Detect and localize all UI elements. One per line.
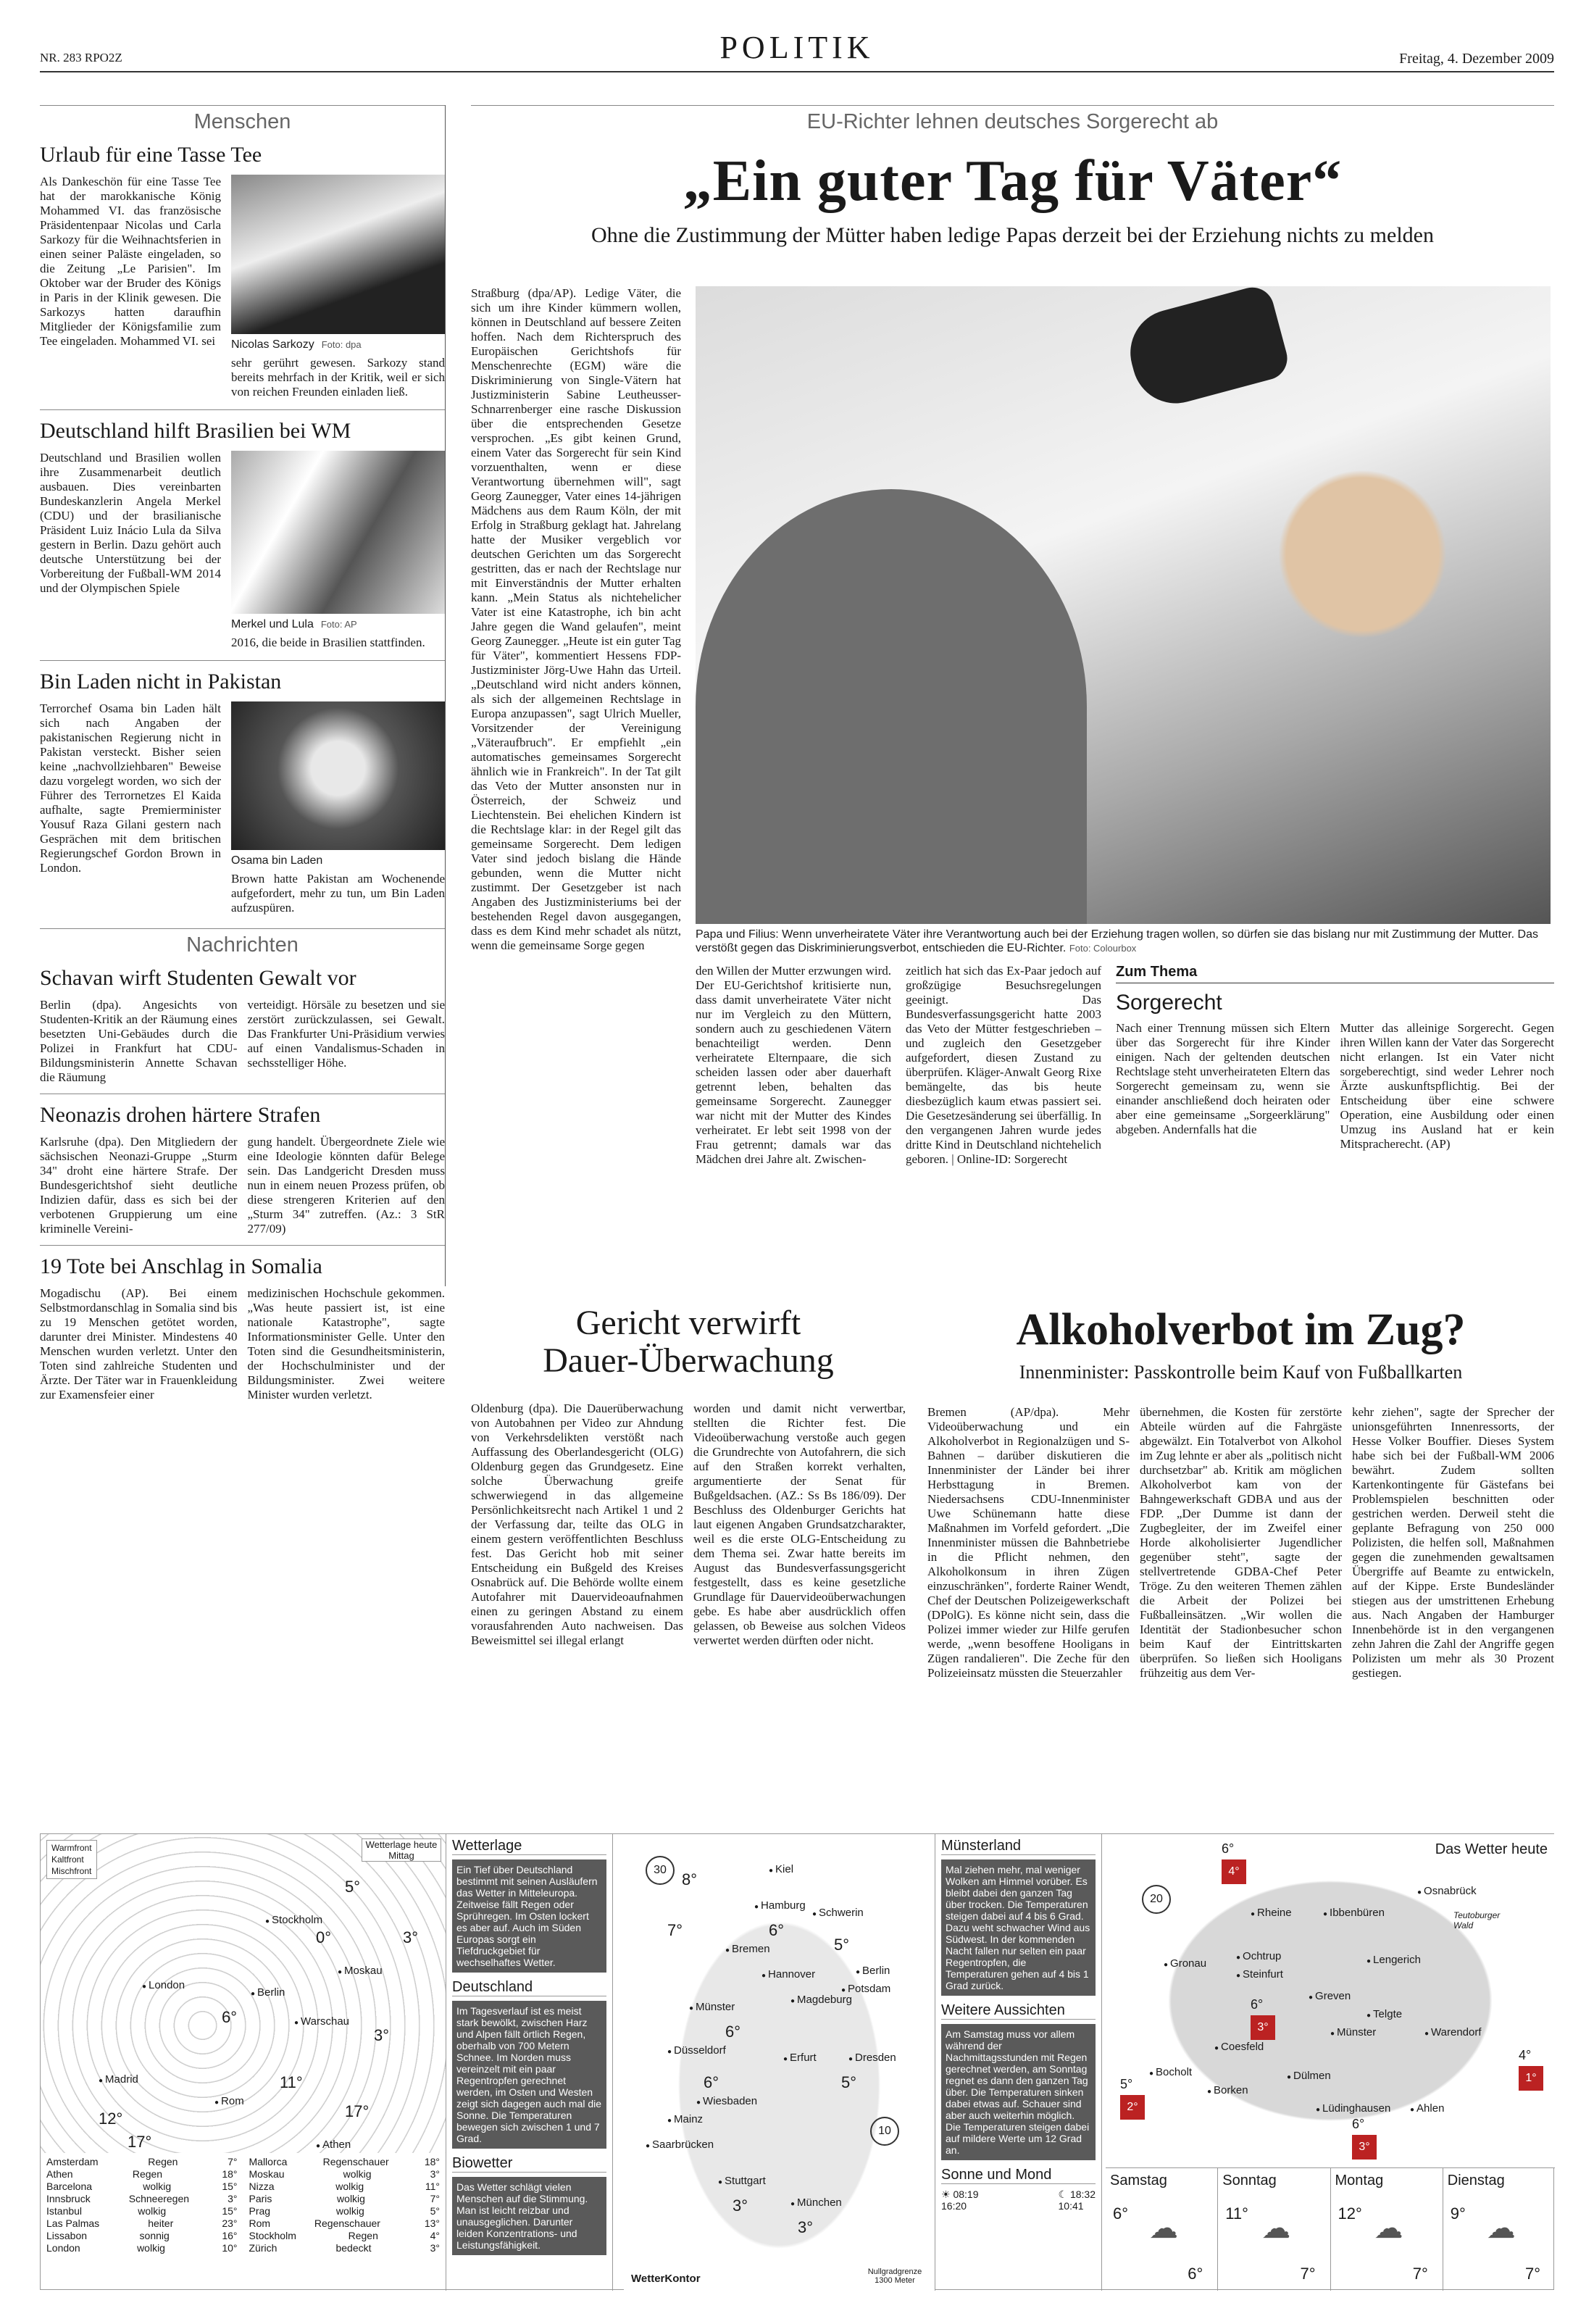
city-label: ● Gronau: [1164, 1957, 1206, 1970]
main-photo-caption: Papa und Filius: Wenn unverheiratete Väter ihre Verantwortung auch bei der Erziehung tragen wollen, so dürfen sie das bislang nur mit Zustimmung der Mutter. Das verstößt gegen das Diskriminierungsverbot, entschieden die EU-Richter. Foto: Colourbox: [696, 928, 1538, 954]
menschen-item-sarkozy: [40, 143, 445, 399]
city-label: ● Berlin: [856, 1965, 890, 1977]
city-label: ● Ibbenbüren: [1323, 1907, 1385, 1919]
article-headline: Bin Laden nicht in Pakistan: [40, 670, 282, 694]
city-weather-row: Barcelona wolkig 15°: [46, 2181, 238, 2192]
sonne-mond-title: Sonne und Mond: [941, 2169, 1096, 2184]
article-body-col1: Straßburg (dpa/AP). Ledige Väter, die sich um ihre Kinder kümmern wollen, können in Deutschland auf bessere Zeiten hoffen. Nach dem Richterspruch des Europäischen Gerichtshofs für Menschenrechte (EGM) wäre die Diskriminierung von Single-Vätern hat Justizministerin Sabine Leutheusser-Schnarrenberger eine rasche Diskussion über die entsprechenden Gesetze versprochen. „Es gibt keinen Grund, einem Vater das Sorgerecht für sein Kind vorzuenthalten, wenn er diese Verantwortung übernehmen will", sagt Georg Zaunegger, Vater eines 14-jährigen Mädchens aus dem Raum Köln, der mit Erfolg in Straßburg geklagt hat. Jahrelang hatte der Musiker vergeblich vor deutschen Gerichten um das Sorgerecht gestritten, das er nach der Rechtslage nur mit Einverständnis der Mutter erhalten kann. „Mein Status als nichtehelicher Vater ist eine Katastrophe, ich bin acht Jahre gegen die Wand gelaufen", meint Georg Zaunegger. „Heute ist ein guter Tag für Väter", kommentiert Hessens FDP-Justizminister Jörg-Uwe Hahn das Urteil. „Deutschland wird nicht anders können, als sich der allgemeinen Rechtslage in Europa anzupassen", sagt Ulrich Mueller, Vorsitzender der Vereinigung „Väteraufbruch". Er empfiehlt „ein automatisches gemeinsames Sorgerecht ähnlich wie in Frankreich". In der Tat gilt das Veto der Mutter ansonsten nur in Österreich, der Schweiz und Liechtenstein. Bei ehelichen Kindern ist die Rechtslage klar: in der Regel gilt das gemeinsame Sorgerecht. Dem ledigen Vater sind jedoch bislang die Hände gebunden, wenn die Mutter nicht zustimmt. Der Gesetzgeber ist nach Angaben des Justizministeriums bei der bestehenden Regel davon ausgegangen, dass es dem Kind mehr schadet als nützt, wenn die gemeinsame Sorge gegen: [471, 286, 681, 952]
section-title: POLITIK: [719, 30, 875, 65]
article-body-continued: sehr gerührt gewesen. Sarkozy stand bereits mehrfach in der Kritik, weil er sich von reichen Freunden einladen ließ.: [231, 356, 445, 399]
temp-label: 6°: [704, 2073, 719, 2091]
issue-number: NR. 283 RPO2Z: [40, 51, 122, 64]
article-body-continued: übernehmen, die Kosten für zerstörte Abteile würden auf die Fahrgäste abgewälzt. Ein Totalverbot von Alkohol im Zug lehnte er aber als „politisch nicht durchsetzbar" ab. Kritik am möglichen Alkoholverbot kam von der Bahngewerkschaft GDBA und aus der FDP. „Der Dumme ist dann der Zugbegleiter, der im Zweifel einer Horde alkoholisierter Jugendlicher gegenüber steht", sagte der stellvertretende GDBA-Chef Peter Tröge. Zu den weiteren Themen zählen die Arbeit der Polizei bei Fußballeinsätzen. „Wir wollen die Identität der Stadionbesucher schon beim Kauf der Eintrittskarten überprüfen. So ließen sich Hooligans frühzeitig aus dem Ver-: [1140, 1405, 1342, 1680]
city-label: ● Borken: [1207, 2084, 1248, 2096]
city-label: ● Erfurt: [783, 2052, 817, 2064]
weather-section: [40, 1833, 1554, 2290]
sun-moon-times: ☀ 08:19 16:20 ☾ 18:32 10:41: [941, 2188, 1096, 2212]
city-label: ● Rom: [214, 2095, 244, 2107]
local-weather-map: [1106, 1834, 1555, 2167]
info-box-label: Zum Thema: [1116, 964, 1554, 983]
temp-label: 6°: [222, 2008, 238, 2026]
city-label: ● Stuttgart: [718, 2175, 766, 2187]
city-label: ● Telgte: [1366, 2008, 1402, 2020]
city-weather-row: London wolkig 10°: [46, 2242, 238, 2254]
city-label: ● Coesfeld: [1214, 2041, 1264, 2053]
wind-icon: 30: [646, 1856, 675, 1885]
city-label: ● Wiesbaden: [696, 2095, 757, 2107]
temp-label: 3°: [733, 2196, 748, 2215]
city-weather-row: Paris wolkig 7°: [249, 2193, 440, 2204]
city-label: ● Greven: [1309, 1990, 1351, 2002]
photo-towel: [696, 489, 1087, 924]
city-label: ● Lengerich: [1366, 1954, 1421, 1966]
city-weather-row: Zürich bedeckt 3°: [249, 2242, 440, 2254]
muensterland-title: Münsterland: [941, 1840, 1096, 1855]
info-box-sorgerecht: [1116, 964, 1554, 1151]
wind-icon: 10: [870, 2117, 899, 2146]
map-label: Wetterlage heute Mittag: [362, 1838, 441, 1862]
city-weather-row: Amsterdam Regen 7°: [46, 2156, 238, 2167]
city-label: ● Münster: [1330, 2026, 1376, 2038]
article-body-col2: den Willen der Mutter erzwungen wird. Der EU-Gerichtshof kritisierte nun, dass damit unverheiratete Väter nicht nur im Vergleich zu den Müttern, sondern auch zu geschiedenen Vätern benachteiligt werden. Denn verheiratete Elternpaare, die sich scheiden lassen oder aber dauerhaft getrennt leben, behalten das gemeinsame Sorgerecht. Zaunegger war nicht mit der Mutter des Kindes verheiratet. Er lebt seit 1998 von der Frau getrennt; damals war das Mädchen drei Jahre alt. Zwischen-: [696, 964, 891, 1166]
news-item-schavan: [40, 966, 445, 1085]
article-body-continued: verteidigt. Hörsäle zu besetzen und sie zerstört zurückzulassen, sei Gewalt. Das Frankfurter Uni-Präsidium verwies auf einen Vandalismus-Schaden in sechsstelliger Höhe.: [247, 998, 445, 1070]
snow-line: Nullgradgrenze 1300 Meter: [867, 2267, 922, 2285]
city-label: ● Ochtrup: [1236, 1950, 1281, 1962]
weather-text-column: [446, 1834, 613, 2291]
temp-label: 3°: [798, 2218, 814, 2236]
forecast-day: Montag 12° ☁ 7°: [1331, 2168, 1443, 2291]
wetterlage-title: Wetterlage: [452, 1840, 606, 1855]
masthead: [40, 29, 1554, 72]
moon-icon: ☾: [1058, 2188, 1068, 2200]
city-label: ● Ahlen: [1410, 2102, 1444, 2115]
article-body-continued: gung handelt. Übergeordnete Ziele wie eine Ideologie könnten dafür Belege sein. Das Landgericht Dresden muss nun in einem neuen Prozess prüfen, ob diese strengeren Kriterien auf den „Sturm 34" zutreffen. (Az.: 3 StR 277/09): [247, 1135, 445, 1236]
city-label: ● Moskau: [338, 1965, 383, 1977]
forecast-day: Dienstag 9° ☁ 7°: [1447, 2173, 1540, 2283]
article-headline-line1: Gericht verwirft: [575, 1304, 801, 1342]
city-weather-row: Nizza wolkig 11°: [249, 2181, 440, 2192]
city-label: ● Mainz: [667, 2113, 703, 2125]
photo-caption: Nicolas Sarkozy Foto: dpa: [231, 338, 362, 351]
city-label: ● Athen: [316, 2138, 351, 2151]
temp-label: 6°: [725, 2023, 741, 2041]
article-gericht: [471, 1304, 906, 1648]
temp-label: 6°: [1352, 2117, 1365, 2131]
city-label: ● Hannover: [761, 1968, 815, 1981]
city-weather-row: Rom Regenschauer 13°: [249, 2217, 440, 2229]
city-weather-row: Moskau wolkig 3°: [249, 2168, 440, 2180]
city-label: ● Düsseldorf: [667, 2044, 726, 2057]
temp-label: 5°: [345, 1878, 361, 1896]
europe-city-table: [41, 2153, 446, 2291]
city-label: ● München: [790, 2196, 842, 2209]
article-headline: Alkoholverbot im Zug?: [1016, 1305, 1466, 1354]
article-body: Bremen (AP/dpa). Mehr Videoüberwachung und ein Alkoholverbot in Regionalzügen und S-Bahnen – darüber diskutieren die Innenminister der Länder bei ihrer Herbsttagung in Bremen. Niedersachsens CDU-Innenminister Uwe Schünemann hatte diese Maßnahmen im Vorfeld gefordert. „Die Innenminister müssen die Bahnbetriebe in die Pflicht nehmen, den Alkoholkonsum in ihren Zügen einzuschränken", forderte Rainer Wendt, Chef der Deutschen Polizeigewerkschaft (DPolG). Es könne nicht sein, dass die Polizei immer wieder zur Hilfe gerufen werde, „wenn besoffene Hooligans in Zügen randalieren". Die Zeche für den Polizeieinsatz müssten die Steuerzahler: [927, 1405, 1130, 1680]
article-body: Oldenburg (dpa). Die Dauerüberwachung von Autobahnen per Video zur Ahndung von Verkehrsdelikten verstößt nach Auffassung des Oberlandesgericht (OLG) Oldenburg gegen das Grundgesetz. Eine solche Überwachung greife schwerwiegend in das allgemeine Persönlichkeitsrecht nach Artikel 1 und 2 der Verfassung dar, teilte das OLG in einem gestern veröffentlichten Beschluss fest. Das Gericht hob mit seiner Entscheidung ein Bußgeld des Kreises Osnabrück auf. Die Behörde wollte einem Autofahrer mit Dauervideoaufnahmen einen zu geringen Abstand zu einem vorausfahrenden Auto nachweisen. Das Beweismittel sei illegal erlangt: [471, 1402, 683, 1647]
biowetter-title: Biowetter: [452, 2157, 606, 2173]
news-item-somalia: [40, 1245, 445, 1402]
city-label: ● Hamburg: [754, 1899, 806, 1912]
temp-label: 3°: [374, 2026, 390, 2044]
article-subhead: Ohne die Zustimmung der Mütter haben ledige Papas derzeit bei der Erziehung nichts zu melden: [591, 223, 1434, 247]
city-table-right: [243, 2153, 446, 2291]
city-label: ● Rheine: [1251, 1907, 1292, 1919]
article-headline: Deutschland hilft Brasilien bei WM: [40, 419, 351, 443]
city-label: ● Steinfurt: [1236, 1968, 1283, 1981]
city-weather-row: Innsbruck Schneeregen 3°: [46, 2193, 238, 2204]
main-article: [471, 105, 1554, 1286]
regional-text-column: [935, 1834, 1102, 2291]
forecast-day: Samstag 6° ☁ 6°: [1106, 2168, 1218, 2291]
temp-label: 6°: [1251, 1997, 1264, 2012]
temp-box: 1°: [1519, 2066, 1543, 2091]
article-headline: Schavan wirft Studenten Gewalt vor: [40, 966, 356, 990]
city-weather-row: Mallorca Regenschauer 18°: [249, 2156, 440, 2167]
deutschland-text: Im Tagesverlauf ist es meist stark bewölkt, zwischen Harz und Alpen fällt örtlich Regen, oberhalb von 700 Metern Schnee. Im Norden muss vereinzelt mit ein paar Regentropfen gerechnet werden, im Osten und Westen zeigt sich dagegen auch mal die Sonne. Die Temperaturen bewegen sich zwischen 1 und 7 Grad.: [452, 2001, 606, 2149]
city-label: ● Schwerin: [812, 1907, 864, 1919]
city-label: ● Bremen: [725, 1943, 770, 1955]
info-box-title: Sorgerecht: [1116, 991, 1222, 1015]
city-label: ● London: [142, 1979, 185, 1991]
city-weather-row: Lissabon sonnig 16°: [46, 2230, 238, 2241]
photo-merkel-lula: [231, 451, 445, 614]
brand-logo: WetterKontor: [631, 2273, 701, 2285]
wind-icon: 20: [1142, 1885, 1171, 1914]
temp-label: 6°: [1222, 1841, 1235, 1856]
europe-weather-map: [41, 1834, 446, 2153]
wetterlage-text: Ein Tief über Deutschland bestimmt mit seinen Ausläufern das Wetter in Mitteleuropa. Zeitweise fällt Regen oder Sprühregen. Im Osten lockert es aber auf. Auch im Süden Europas sorgt ein Tiefdruckgebiet für wechselhaftes Wetter.: [452, 1859, 606, 1973]
city-label: ● Warschau: [294, 2015, 349, 2028]
city-table-left: [41, 2153, 243, 2291]
city-label: ● Berlin: [251, 1986, 285, 1999]
city-weather-row: Stockholm Regen 4°: [249, 2230, 440, 2241]
city-label: ● Lüdinghausen: [1316, 2102, 1390, 2115]
temp-label: 6°: [769, 1921, 785, 1939]
germany-weather-map: [624, 1834, 935, 2291]
menschen-section-heading: Menschen: [40, 105, 445, 134]
city-label: ● Saarbrücken: [646, 2138, 714, 2151]
rain-cloud-icon: ☁: [1149, 2212, 1178, 2244]
temp-label: 3°: [403, 1928, 419, 1946]
aussichten-text: Am Samstag muss vor allem während der Nachmittagsstunden mit Regen gerechnet werden, am Sonntag regnet es dann den ganzen Tag über. Die Temperaturen sinken dabei etwas auf. Schauer sind aber auch weiterhin möglich. Die Temperaturen steigen dabei auf mildere Werte um 12 Grad an.: [941, 2024, 1096, 2160]
front-legend: Warmfront Kaltfront Mischfront: [46, 1840, 97, 1879]
temp-box: 2°: [1120, 2095, 1145, 2120]
menschen-item-brasilien: [40, 409, 445, 650]
temp-label: 0°: [316, 1928, 332, 1946]
forecast-strip: [1106, 2167, 1555, 2291]
article-headline: 19 Tote bei Anschlag in Somalia: [40, 1254, 322, 1278]
article-headline: Urlaub für eine Tasse Tee: [40, 143, 262, 167]
article-body: Deutschland und Brasilien wollen ihre Zusammenarbeit deutlich ausbauen. Dies vereinbarten Bundeskanzlerin Angela Merkel (CDU) und der brasilianische Präsident Luiz Inácio Lula da Silva gestern in Berlin. Dazu gehört auch deutsche Unterstützung bei der Vorbereitung der Fußball-WM 2014 und der Olympischen Spiele: [40, 451, 221, 595]
temp-label: 5°: [834, 1936, 850, 1954]
article-headline-line2: Dauer-Überwachung: [543, 1341, 834, 1380]
photo-caption: Merkel und Lula Foto: AP: [231, 618, 357, 630]
menschen-item-binladen: [40, 660, 445, 915]
article-subhead: Innenminister: Passkontrolle beim Kauf von Fußballkarten: [1019, 1362, 1463, 1383]
city-label: ● Osnabrück: [1417, 1885, 1477, 1897]
news-item-neonazis: [40, 1094, 445, 1236]
rain-cloud-icon: ☁: [1374, 2212, 1403, 2244]
temp-box: 3°: [1251, 2015, 1275, 2040]
article-body-continued: 2016, die beide in Brasilien stattfinden.: [231, 636, 425, 649]
city-label: ● Stockholm: [265, 1914, 322, 1926]
info-box-body: Nach einer Trennung müssen sich Eltern über das Sorgerecht für ihre Kinder einigen. Nach der geltenden deutschen Rechtslage steht unverheirateten Eltern das Sorgerecht gemeinsam zu, wenn sie einander anschließend doch heiraten oder aber eine gemeinsame „Sorgeerklärung" abgeben. Andernfalls hat die: [1116, 1021, 1330, 1136]
forecast-day: Sonntag 11° ☁ 7°: [1218, 2168, 1330, 2291]
city-label: ● Warendorf: [1424, 2026, 1482, 2038]
temp-label: 8°: [682, 1870, 698, 1888]
info-box-body-continued: Mutter das alleinige Sorgerecht. Gegen ihren Willen kann der Vater das Sorgerecht nicht erlangen. Ist ein Vater nicht sorgeberechtigt, sind weder Lehrer noch Ärzte auskunftspflichtig. Bei der Entscheidung über eine schwere Operation, eine Ausbildung oder einen Umzug ins Ausland hat er kein Mitspracherecht. (AP): [1340, 1021, 1554, 1151]
city-weather-row: Athen Regen 18°: [46, 2168, 238, 2180]
article-body: Terrorchef Osama bin Laden hält sich nach Angaben der pakistanischen Regierung nicht in Pakistan versteckt. Bisher seien keine „nachvollziehbaren" Beweise dazu vorgelegt worden, wo sich der Führer des Terrornetzes El Kaida aufhalte, sagte Premierminister Yousuf Raza Gilani gestern nach Gesprächen mit dem britischen Regierungschef Gordon Brown in London.: [40, 701, 221, 875]
article-body-continued: worden und damit nicht verwertbar, stellten die Richter fest. Die Videoüberwachung verstoße auch gegen die Grundrechte von Autofahrern, die sich auf den Straßen korrekt verhalten, argumentierte der Senat für Bußgeldsachen. (AZ.: Ss Bs 186/09). Der Beschluss des Oldenburger Gerichts hat laut eigenen Angaben Grundsatzcharakter, weil es die erste OLG-Entscheidung zu dem Thema sei. Zwar hatte bereits im August das Bundesverfassungsgericht festgestellt, dass es keine gesetzliche Grundlage für Dauervideoüberwachungen gebe. Es habe aber ausdrücklich offen gelassen, ob Beweise aus solchen Videos verwertet werden dürften oder nicht.: [693, 1402, 906, 1647]
city-label: ● Bocholt: [1149, 2066, 1192, 2078]
muensterland-text: Mal ziehen mehr, mal weniger Wolken am Himmel vorüber. Es bleibt dabei den ganzen Tag über trocken. Die Temperaturen steigen dabei auf 4 bis 6 Grad. Dazu weht schwacher Wind aus Südwest. In der kommenden Nacht fallen nur selten ein paar Regentropfen, die Temperaturen gehen auf 4 bis 1 Grad zurück.: [941, 1859, 1096, 1996]
city-weather-row: Las Palmas heiter 23°: [46, 2217, 238, 2229]
deutschland-title: Deutschland: [452, 1981, 606, 1996]
temp-label: 12°: [99, 2109, 123, 2128]
article-body-continued: Brown hatte Pakistan am Wochenende aufgefordert, mehr zu tun, um Bin Laden aufzuspüren.: [231, 872, 445, 915]
hair-dryer-icon: [1121, 283, 1292, 413]
photo-caption: Osama bin Laden: [231, 854, 323, 867]
article-body-col3: zeitlich hat sich das Ex-Paar jedoch auf großzügige Besuchsregelungen geeinigt. Das Bundesverfassungsgericht hatte 2003 das Veto der Mütter festgeschrieben – und zugleich den Gesetzgeber aufgefordert, diesen Zustand zu überprüfen. Kläger-Anwalt Georg Rixe bemängelte, das bis heute diesbezüglich kaum etwas passiert sei. Die Gesetzesänderung sei überfällig. In den vergangenen Jahren wurde jedes dritte Kind in Deutschland nichtehelich geboren. | Online-ID: Sorgerecht: [906, 964, 1101, 1166]
temp-label: 5°: [841, 2073, 857, 2091]
article-body: Berlin (dpa). Angesichts von Studenten-Kritik an der Räumung eines besetzten Uni-Gebäudes durch die Polizei in Frankfurt hat CDU-Bildungsministerin Annette Schavan die Räumung: [40, 998, 238, 1084]
left-column: [40, 105, 446, 1402]
region-label: Teutoburger Wald: [1453, 1910, 1501, 1931]
temp-label: 4°: [1519, 2048, 1532, 2062]
city-label: ● Magdeburg: [790, 1994, 852, 2006]
city-weather-row: Prag wolkig 5°: [249, 2205, 440, 2217]
city-label: ● Dülmen: [1287, 2070, 1331, 2082]
temp-label: 17°: [345, 2102, 370, 2120]
article-headline: „Ein guter Tag für Väter“: [683, 149, 1343, 213]
article-alkoholverbot: [927, 1304, 1554, 1680]
temp-label: 11°: [280, 2073, 303, 2091]
article-body: Mogadischu (AP). Bei einem Selbstmordanschlag in Somalia sind bis zu 19 Menschen getötet worden, darunter drei Minister. Mindestens 40 Menschen wurden verletzt. Unter den Toten sind zahlreiche Studenten und Ärzte. Der Täter war in Frauenkleidung zur Examensfeier einer: [40, 1286, 238, 1402]
issue-date: Freitag, 4. Dezember 2009: [1399, 51, 1554, 67]
article-body-continued-2: kehr ziehen", sagte der Sprecher der unionsgeführten Innenressorts, der Hesse Volker Bouffier. Dieses System habe sich bei der Fußball-WM 2006 bewährt. Zudem sollten Kartenkontingente für Gästefans bei Problemspielen beschnitten oder gestrichen werden. Derweil steht die geplante Befragung von 250 000 Polizisten, die helfen soll, Maßnahmen gegen die zunehmenden gewaltsamen Übergriffe auf Beamte zu entwickeln, auf der Kippe. Erste Bundesländer stiegen aus der umstrittenen Erhebung aus. Nach Angaben der Hamburger Innenbehörde ist in den vergangenen zehn Jahren die Zahl der Angriffe gegen Polizisten um mehr als 30 Prozent gestiegen.: [1352, 1405, 1554, 1680]
rain-cloud-icon: ☁: [1486, 2212, 1516, 2244]
local-map-title: Das Wetter heute: [1435, 1841, 1548, 1857]
city-label: ● Dresden: [848, 2052, 896, 2064]
article-headline: Neonazis drohen härtere Strafen: [40, 1103, 321, 1127]
main-photo-father-son: [696, 286, 1551, 924]
temp-box: 4°: [1222, 1859, 1246, 1884]
photo-sarkozy: [231, 175, 445, 334]
article-body-continued: medizinischen Hochschule gekommen. „Was heute passiert ist, ist eine nationale Katastrophe", sagte Informationsminister Gelle. Unter den Toten sind die Gesundheitsministerin, der Hochschulminister und der Bildungsminister. Zwei weitere Minister wurden verletzt.: [247, 1286, 445, 1402]
city-label: ● Kiel: [769, 1863, 793, 1875]
temp-box: 3°: [1352, 2135, 1377, 2160]
photo-bin-laden: [231, 701, 445, 850]
article-body: Karlsruhe (dpa). Den Mitgliedern der sächsischen Neonazi-Gruppe „Sturm 34" droht eine härtere Strafe. Der Bundesgerichtshof sieht deutliche Indizien dafür, dass es sich bei der verbotenen Gruppierung um eine kriminelle Vereini-: [40, 1135, 238, 1236]
city-label: ● Potsdam: [841, 1983, 890, 1995]
aussichten-title: Weitere Aussichten: [941, 2004, 1096, 2020]
temp-label: 17°: [128, 2133, 152, 2151]
biowetter-text: Das Wetter schlägt vielen Menschen auf die Stimmung. Man ist leicht reizbar und unausgeglichen. Darunter leiden Konzentrations- und Leistungsfähigkeit.: [452, 2177, 606, 2255]
rain-cloud-icon: ☁: [1261, 2212, 1291, 2244]
city-weather-row: Istanbul wolkig 15°: [46, 2205, 238, 2217]
temp-label: 7°: [667, 1921, 683, 1939]
article-body: Als Dankeschön für eine Tasse Tee hat der marokkanische König Mohammed VI. das französische Präsidentenpaar Nicolas und Carla Sarkozy für die Weihnachtsferien in einen seiner Paläste eingeladen, so die Zeitung „Le Parisien". Im Oktober war der Bruder des Königs in Paris in der Klinik gewesen. Die Sarkozys hatten daraufhin Mitglieder der Königsfamilie zum Tee eingeladen. Mohammed VI. sei: [40, 175, 221, 348]
nachrichten-section-heading: Nachrichten: [40, 928, 445, 957]
sun-icon: ☀: [941, 2188, 951, 2200]
temp-label: 5°: [1120, 2077, 1133, 2091]
city-label: ● Madrid: [99, 2073, 138, 2086]
article-kicker: EU-Richter lehnen deutsches Sorgerecht ab: [471, 105, 1554, 134]
city-label: ● Münster: [689, 2001, 735, 2013]
